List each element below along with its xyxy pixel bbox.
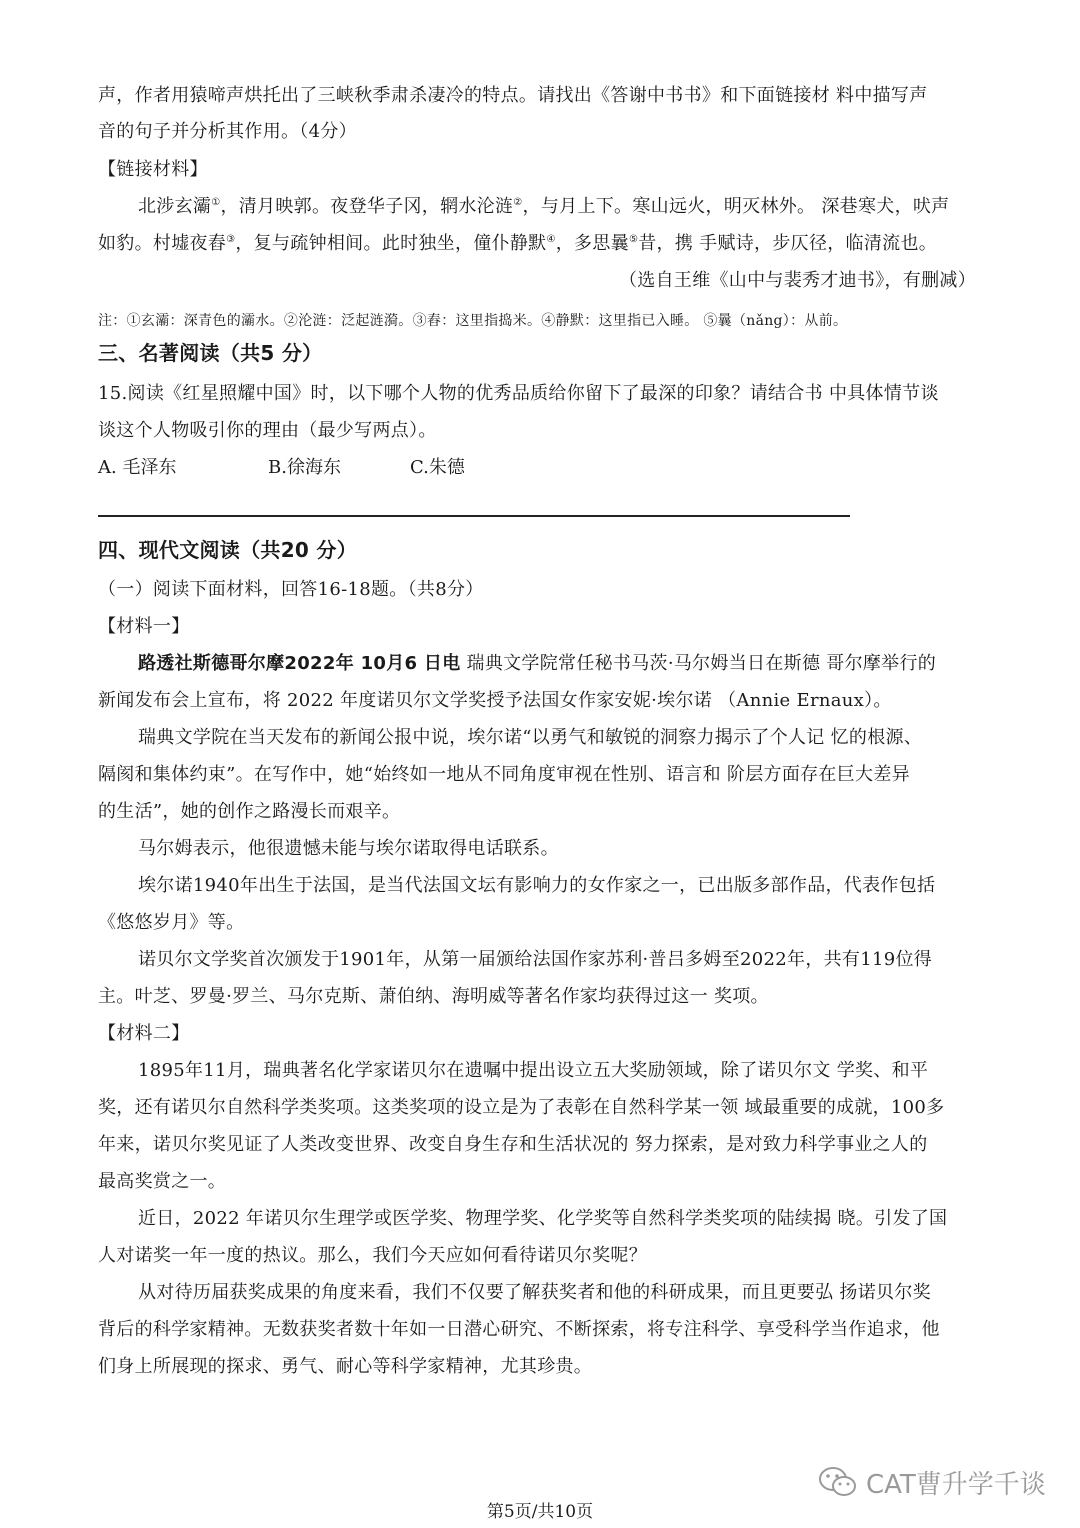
watermark <box>818 1462 1046 1502</box>
footnote-mark: ③ <box>226 234 236 245</box>
material1-line: 隔阂和集体约束”。在写作中，她“始终如一地从不同角度审视在性别、语言和 阶层方面存在巨大差异 <box>98 764 910 785</box>
answer-line <box>98 515 850 517</box>
section4-heading: 四、现代文阅读（共20 分） <box>98 538 357 562</box>
material2-line: 1895年11月，瑞典著名化学家诺贝尔在遗嘱中提出设立五大奖励领域，除了诺贝尔文 学奖、和平 <box>138 1060 929 1081</box>
material1-line: 《悠悠岁月》等。 <box>98 912 245 933</box>
link-material-heading: 【链接材料】 <box>98 159 208 180</box>
material2-line: 们身上所展现的探求、勇气、耐心等科学家精神，尤其珍贵。 <box>98 1356 593 1377</box>
material1-heading: 【材料一】 <box>98 616 190 637</box>
q14-text-line: 音的句子并分析其作用。（4分） <box>98 121 357 142</box>
material1-line: 新闻发布会上宣布，将 2022 年度诺贝尔文学奖授予法国女作家安妮·埃尔诺 （Annie Ernaux）。 <box>98 690 892 711</box>
material1-line: 瑞典文学院在当天发布的新闻公报中说，埃尔诺“以勇气和敏锐的洞察力揭示了个人记 忆的根源、 <box>138 727 923 748</box>
footnote-mark: ⑤ <box>628 234 639 245</box>
subsection-instructions: （一）阅读下面材料，回答16-18题。（共8分） <box>98 579 484 600</box>
footnote-mark: ① <box>211 197 221 208</box>
material2-line: 背后的科学家精神。无数获奖者数十年如一日潜心研究、不断探索，将专注科学、享受科学当作追求，他 <box>98 1319 940 1340</box>
material2-line: 年来，诺贝尔奖见证了人类改变世界、改变自身生存和生活状况的 努力探索，是对致力科学事业之人的 <box>98 1134 928 1155</box>
q15-choice-b: B.徐海东 <box>268 457 341 478</box>
material1-line: 主。叶芝、罗曼·罗兰、马尔克斯、萧伯纳、海明威等著名作家均获得过这一 奖项。 <box>98 986 769 1007</box>
material1-line: 马尔姆表示，他很遗憾未能与埃尔诺取得电话联系。 <box>138 838 559 859</box>
q15-choice-c: C.朱德 <box>410 457 465 478</box>
footnote-mark: ② <box>513 197 523 208</box>
footnote-mark: ④ <box>546 234 556 245</box>
section3-heading: 三、名著阅读（共5 分） <box>98 341 323 365</box>
q15-text-line: 15.阅读《红星照耀中国》时，以下哪个人物的优秀品质给你留下了最深的印象？请结合书 中具体情节谈 <box>98 383 939 404</box>
q15-choice-a: A. 毛泽东 <box>98 457 177 478</box>
material2-line: 近日，2022 年诺贝尔生理学或医学奖、物理学奖、化学奖等自然科学类奖项的陆续揭 晓。引发了国 <box>138 1208 948 1229</box>
page-number: 第5页/共10页 <box>486 1502 594 1522</box>
q14-text-line: 声，作者用猿啼声烘托出了三峡秋季肃杀凄冷的特点。请找出《答谢中书书》和下面链接材 料中描写声 <box>98 85 928 106</box>
link-material-source: （选自王维《山中与裴秀才迪书》，有删减） <box>619 270 976 291</box>
link-material-line: 如豹。村墟夜舂③，复与疏钟相间。此时独坐，僮仆静默④，多思曩⑤昔，携 手赋诗，步仄径，临清流也。 <box>98 233 938 254</box>
material2-line: 奖，还有诺贝尔自然科学类奖项。这类奖项的设立是为了表彰在自然科学某一领 域最重要的成就，100多 <box>98 1097 945 1118</box>
material1-line: 诺贝尔文学奖首次颁发于1901年，从第一届颁给法国作家苏利·普吕多姆至2022年，共有119位得 <box>138 949 933 970</box>
material1-line: 的生活”，她的创作之路漫长而艰辛。 <box>98 801 401 822</box>
material1-line: 埃尔诺1940年出生于法国，是当代法国文坛有影响力的女作家之一，已出版多部作品，代表作包括 <box>138 875 936 896</box>
wechat-icon <box>818 1465 858 1499</box>
material2-line: 最高奖赏之一。 <box>98 1171 227 1192</box>
material1-line: 路透社斯德哥尔摩2022年 10月6 日电 瑞典文学院常任秘书马茨·马尔姆当日在斯德 哥尔摩举行的 <box>138 653 937 674</box>
material2-line: 从对待历届获奖成果的角度来看，我们不仅要了解获奖者和他的科研成果，而且更要弘 扬诺贝尔奖 <box>138 1282 931 1303</box>
watermark-text: CAT曹升学千谈 <box>866 1469 1046 1500</box>
material2-heading: 【材料二】 <box>98 1023 190 1044</box>
material2-line: 人对诺奖一年一度的热议。那么，我们今天应如何看待诺贝尔奖呢？ <box>98 1245 647 1266</box>
link-material-line: 北涉玄灞①，清月映郭。夜登华子冈，辋水沦涟②，与月上下。寒山远火，明灭林外。 深巷寒犬，吠声 <box>138 196 950 217</box>
q15-text-line: 谈这个人物吸引你的理由（最少写两点）。 <box>98 420 437 441</box>
link-material-notes: 注：①玄灞：深青色的灞水。②沦涟：泛起涟漪。③舂：这里指捣米。④静默：这里指已入睡。 ⑤曩（nǎng）：从前。 <box>98 313 848 329</box>
dateline: 路透社斯德哥尔摩2022年 10月6 日电 <box>138 653 461 674</box>
